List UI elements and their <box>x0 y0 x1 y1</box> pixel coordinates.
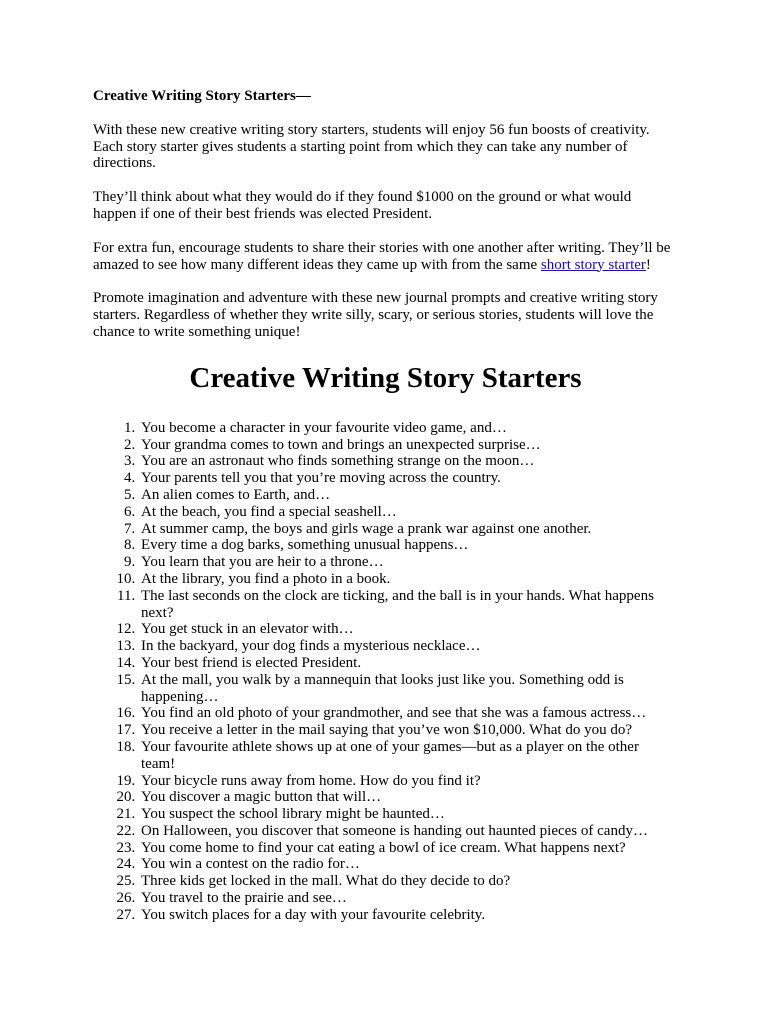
story-starter-item: 24. You win a contest on the radio for… <box>139 856 674 873</box>
story-starter-item: 15. At the mall, you walk by a mannequin that looks just like you. Something odd is happening… <box>139 672 674 706</box>
story-starter-item: 10. At the library, you find a photo in a book. <box>139 571 674 588</box>
intro-paragraph-4 <box>93 290 678 340</box>
paragraph-text: Promote imagination and adventure with these new journal prompts and creative writing story starters. Regardless of whether they write silly, scary, or serious stories, students will love the chance to write something unique! <box>93 290 658 340</box>
intro-paragraph-1 <box>93 122 678 172</box>
story-starter-item: 17. You receive a letter in the mail saying that you’ve won $10,000. What do you do? <box>139 722 674 739</box>
story-starter-item: 22. On Halloween, you discover that someone is handing out haunted pieces of candy… <box>139 823 674 840</box>
paragraph-text: With these new creative writing story starters, students will enjoy 56 fun boosts of creativity. Each story starter gives students a starting point from which they can take any number of directions. <box>93 121 650 172</box>
paragraph-text-after-link: ! <box>645 256 651 273</box>
story-starter-item: 23. You come home to find your cat eating a bowl of ice cream. What happens next? <box>139 840 674 857</box>
story-starter-item: 7. At summer camp, the boys and girls wage a prank war against one another. <box>139 521 674 538</box>
story-starter-item: 19. Your bicycle runs away from home. How do you find it? <box>139 773 674 790</box>
intro-paragraph-3 <box>93 240 678 274</box>
story-starter-item: 6. At the beach, you find a special seashell… <box>139 504 674 521</box>
story-starter-item: 11. The last seconds on the clock are ticking, and the ball is in your hands. What happens next? <box>139 588 674 622</box>
story-starter-item: 27. You switch places for a day with your favourite celebrity. <box>139 907 674 924</box>
document-page <box>93 88 678 924</box>
story-starter-item: 26. You travel to the prairie and see… <box>139 890 674 907</box>
story-starter-item: 8. Every time a dog barks, something unusual happens… <box>139 537 674 554</box>
story-starter-item: 18. Your favourite athlete shows up at one of your games—but as a player on the other team! <box>139 739 674 773</box>
story-starter-item: 20. You discover a magic button that will… <box>139 789 674 806</box>
story-starter-item: 9. You learn that you are heir to a throne… <box>139 554 674 571</box>
story-starter-item: 25. Three kids get locked in the mall. What do they decide to do? <box>139 873 674 890</box>
story-starter-item: 21. You suspect the school library might be haunted… <box>139 806 674 823</box>
story-starter-item: 1. You become a character in your favourite video game, and… <box>139 420 674 437</box>
story-starter-item: 14. Your best friend is elected President. <box>139 655 674 672</box>
intro-heading: Creative Writing Story Starters— <box>93 88 311 104</box>
short-story-starter-link[interactable]: short story starter <box>540 256 646 273</box>
story-starter-item: 13. In the backyard, your dog finds a mysterious necklace… <box>139 638 674 655</box>
story-starter-item: 2. Your grandma comes to town and brings an unexpected surprise… <box>139 437 674 454</box>
story-starter-item: 16. You find an old photo of your grandmother, and see that she was a famous actress… <box>139 705 674 722</box>
paragraph-text: For extra fun, encourage students to share their stories with one another after writing. They’ll be amazed to see how many different ideas they came up with from the same <box>93 239 671 273</box>
section-title: Creative Writing Story Starters <box>189 361 582 394</box>
story-starters-list <box>93 420 674 924</box>
story-starter-item: 3. You are an astronaut who finds something strange on the moon… <box>139 453 674 470</box>
story-starter-item: 12. You get stuck in an elevator with… <box>139 621 674 638</box>
story-starter-item: 4. Your parents tell you that you’re moving across the country. <box>139 470 674 487</box>
paragraph-text: They’ll think about what they would do if they found $1000 on the ground or what would happen if one of their best friends was elected President. <box>93 189 632 222</box>
intro-paragraph-2 <box>93 189 678 223</box>
story-starter-item: 5. An alien comes to Earth, and… <box>139 487 674 504</box>
